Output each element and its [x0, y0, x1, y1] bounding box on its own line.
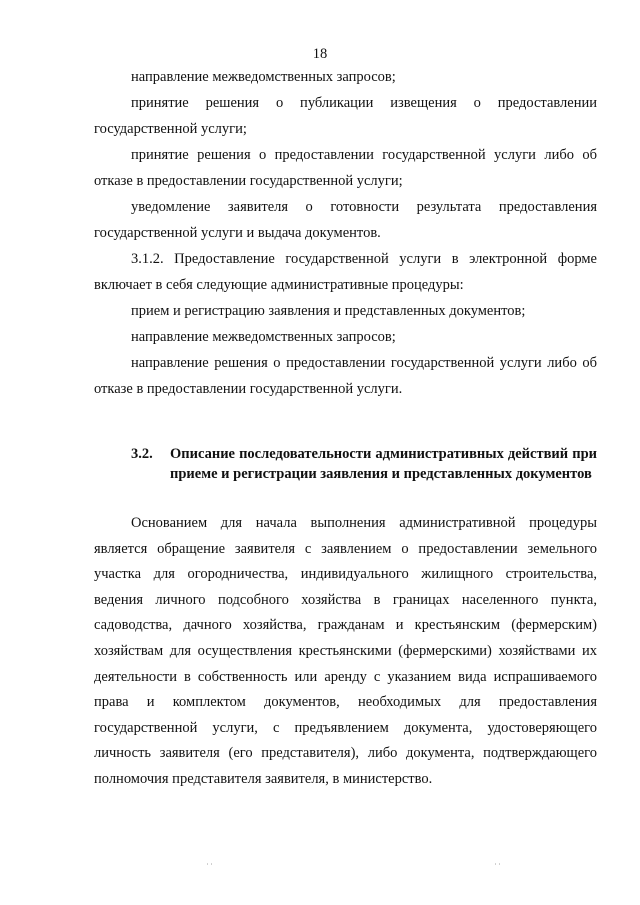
paragraph-item: направление межведомственных запросов; [131, 69, 396, 85]
paragraph-item: принятие решения о публикации извещения о предоставлении государственной услуги; [94, 95, 597, 137]
scan-speck: ˙˙ [206, 862, 214, 872]
paragraph-item: направление межведомственных запросов; [131, 329, 396, 345]
section-title: Описание последовательности административных действий при приеме и регистрации заявления и представленных документов [170, 446, 597, 482]
paragraph-item: прием и регистрацию заявления и представленных документов; [131, 303, 526, 319]
section-heading [94, 444, 597, 484]
scan-speck: ˙˙ [494, 862, 502, 872]
paragraph-item: уведомление заявителя о готовности результата предоставления государственной услуги и выдача документов. [94, 199, 597, 241]
section-body [94, 511, 597, 793]
paragraph-item: направление решения о предоставлении государственной услуги либо об отказе в предоставлении государственной услуги. [94, 355, 597, 397]
paragraph-item: принятие решения о предоставлении государственной услуги либо об отказе в предоставлении государственной услуги; [94, 147, 597, 189]
body-paragraph: Основанием для начала выполнения административной процедуры является обращение заявителя с заявлением о предоставлении земельного участка для огородничества, индивидуального жилищного строительства, ведения личного подсобного хозяйства в границах населенного пункта, садоводства, дачного хозяйства, гражданам и крестьянским (фермерским) хозяйствам для осуществления крестьянскими (фермерскими) хозяйствами их деятельности в собственность или аренду с указанием вида испрашиваемого права и комплектом документов, необходимых для предоставления государственной услуги, с предъявлением документа, удостоверяющего личность заявителя (его представителя), либо документа, подтверждающего полномочия представителя заявителя, в министерство. [94, 515, 597, 787]
page-number: 18 [312, 46, 328, 62]
paragraph-item: 3.1.2. Предоставление государственной услуги в электронной форме включает в себя следующие административные процедуры: [94, 251, 597, 293]
procedure-list [94, 64, 597, 402]
section-number: 3.2. [131, 446, 153, 462]
